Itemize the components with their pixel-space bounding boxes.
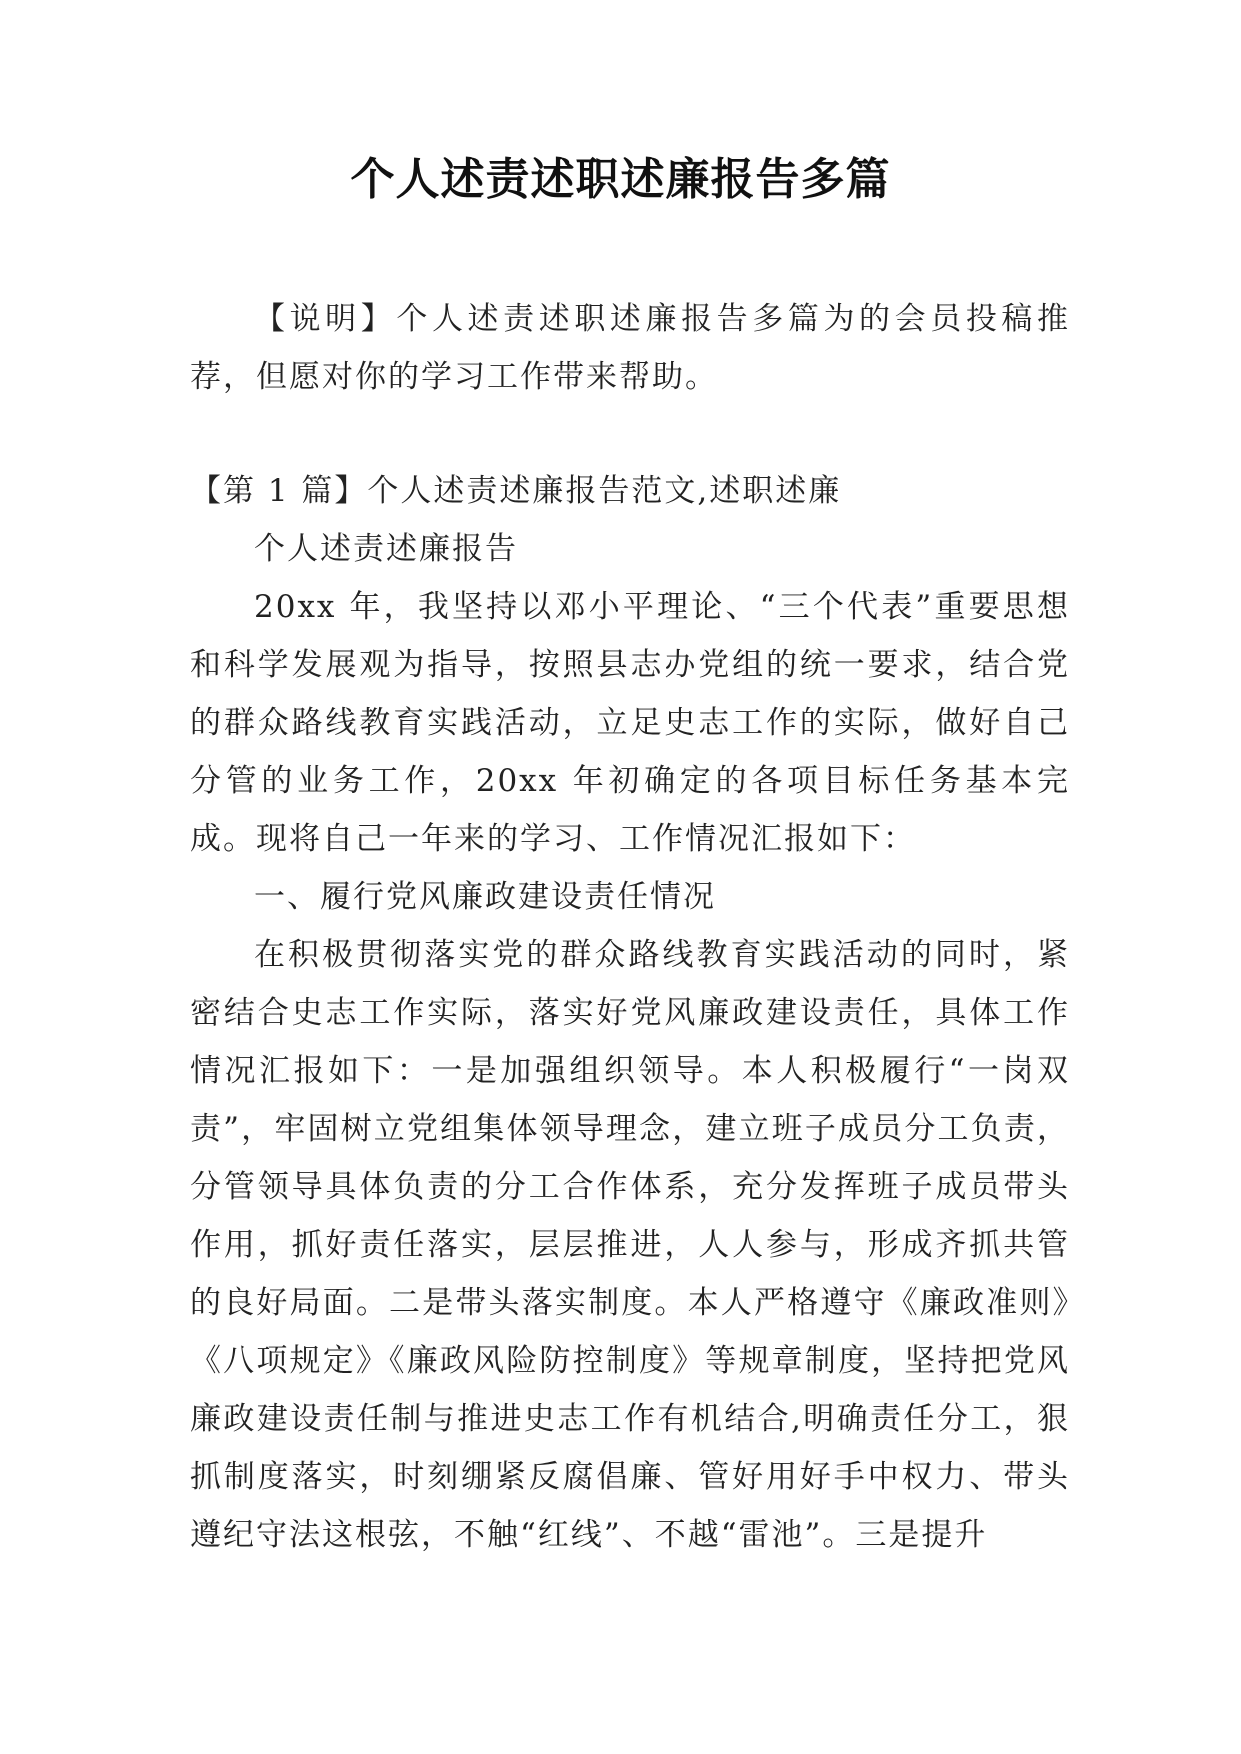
section-heading: 【第 1 篇】个人述责述廉报告范文,述职述廉 [190, 473, 842, 509]
subheading: 一、履行党风廉政建设责任情况 [254, 879, 716, 915]
report-title: 个人述责述廉报告 [254, 531, 518, 567]
body-paragraph: 在积极贯彻落实党的群众路线教育实践活动的同时，紧密结合史志工作实际，落实好党风廉政建设责任，具体工作情况汇报如下：一是加强组织领导。本人积极履行“一岗双责”，牢固树立党组集体领导理念，建立班子成员分工负责，分管领导具体负责的分工合作体系，充分发挥班子成员带头作用，抓好责任落实，层层推进，人人参与，形成齐抓共管的良好局面。二是带头落实制度。本人严格遵守《廉政准则》《八项规定》《廉政风险防控制度》等规章制度，坚持把党风廉政建设责任制与推进史志工作有机结合,明确责任分工，狠抓制度落实，时刻绷紧反腐倡廉、管好用好手中权力、带头遵纪守法这根弦，不触“红线”、不越“雷池”。三是提升 [190, 937, 1070, 1553]
body-paragraph: 20xx 年，我坚持以邓小平理论、“三个代表”重要思想和科学发展观为指导，按照县志办党组的统一要求，结合党的群众路线教育实践活动，立足史志工作的实际，做好自己分管的业务工作，20xx 年初确定的各项目标任务基本完成。现将自己一年来的学习、工作情况汇报如下： [190, 589, 1070, 857]
note-paragraph: 【说明】个人述责述职述廉报告多篇为的会员投稿推荐，但愿对你的学习工作带来帮助。 [190, 301, 1070, 395]
document-title: 个人述责述职述廉报告多篇 [350, 154, 891, 205]
